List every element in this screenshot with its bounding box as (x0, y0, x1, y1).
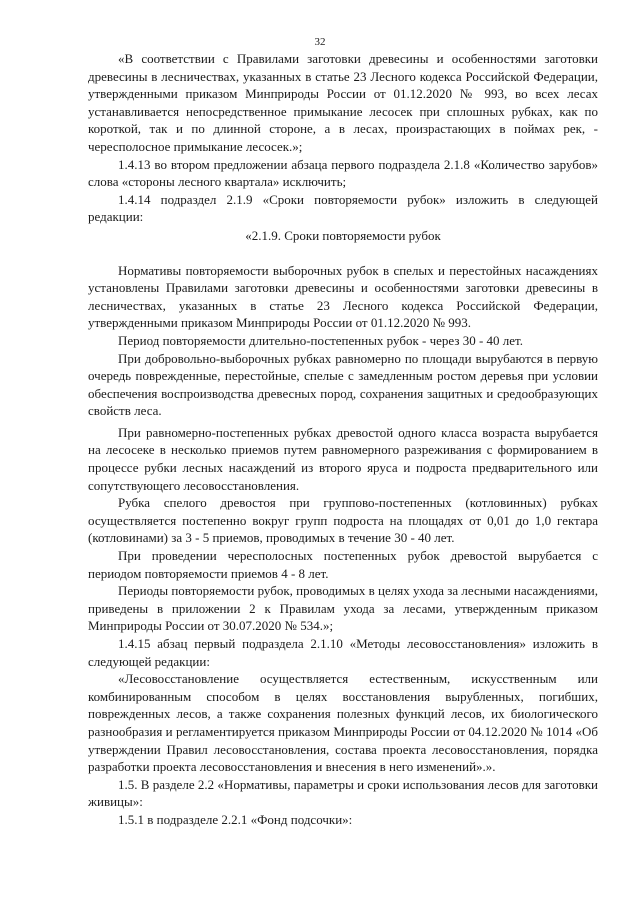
paragraph-1-4-15: 1.4.15 абзац первый подраздела 2.1.10 «Методы лесовосстановления» изложить в следующей редакции: (88, 636, 598, 669)
paragraph-quote-adjacency: «В соответствии с Правилами заготовки древесины и особенностями заготовки древесины в лесничествах, указанных в статье 23 Лесного кодекса Российской Федерации, утвержденными приказом Минприроды России от 01.12.2020 № 993, во всех лесах устанавливается непосредственное примыкание лесосек при сплошных рубках, как по короткой, так и по длинной стороне, а в лесах, произрастающих в поймах рек, - чересполосное примыкание лесосек.»; (88, 51, 598, 154)
paragraph-uniform-gradual: При равномерно-постепенных рубках древостой одного класса возраста вырубается на лесосеке в несколько приемов путем равномерного разреживания с формированием в процессе рубки лесных насаждений из второго яруса и подроста предварительного или сопутствующего лесовосстановления. (88, 424, 598, 493)
paragraph-strip-gradual: При проведении чересполосных постепенных рубок древостой вырубается с периодом повторяемости приемов 4 - 8 лет. (88, 548, 598, 581)
paragraph-group-gradual: Рубка спелого древостоя при группово-постепенных (котловинных) рубках осуществляется постепенно вокруг групп подроста на площадях от 0,01 до 1,0 гектара (котловинами) за 3 - 5 приемов, проводимых в течение 30 - 40 лет. (88, 495, 598, 546)
paragraph-reforestation-quote: «Лесовосстановление осуществляется естественным, искусственным или комбинированным способом в целях восстановления вырубленных, погибших, поврежденных лесов, а также сохранения полезных функций лесов, их биологического разнообразия и регламентируется приказом Минприроды России от 04.12.2020 № 1014 «Об утверждении Правил лесовосстановления, состава проекта лесовосстановления, порядка разработки проекта лесовосстановления и внесения в него изменений».». (88, 671, 598, 775)
paragraph-voluntary-selective: При добровольно-выборочных рубках равномерно по площади вырубаются в первую очередь поврежденные, перестойные, спелые с замедленным ростом деревья при условии обеспечения воспроизводства древесных пород, сохранения защитных и средообразующих свойств леса. (88, 350, 598, 419)
paragraph-1-5: 1.5. В разделе 2.2 «Нормативы, параметры и сроки использования лесов для заготовки живицы»: (88, 776, 598, 810)
paragraph-1-4-13: 1.4.13 во втором предложении абзаца первого подраздела 2.1.8 «Количество зарубов» слова «стороны лесного квартала» исключить; (88, 156, 598, 190)
section-title-2-1-9: «2.1.9. Сроки повторяемости рубок (245, 227, 441, 243)
paragraph-1-5-1: 1.5.1 в подразделе 2.2.1 «Фонд подсочки»: (118, 811, 353, 827)
document-body (88, 50, 598, 829)
paragraph-care-periods: Периоды повторяемости рубок, проводимых в целях ухода за лесными насаждениями, приведены в приложении 2 к Правилам ухода за лесами, утвержденным приказом Минприроды России от 30.07.2020 № 534.»; (88, 583, 598, 634)
page-number: 32 (314, 36, 326, 48)
paragraph-1-4-14: 1.4.14 подраздел 2.1.9 «Сроки повторяемости рубок» изложить в следующей редакции: (88, 191, 598, 225)
paragraph-selective-norms: Нормативы повторяемости выборочных рубок в спелых и перестойных насаждениях установлены Правилами заготовки древесины и особенностями заготовки древесины в лесничествах, указанных в статье 23 Лесного кодекса Российской Федерации, утвержденными приказом Минприроды России от 01.12.2020 № 993. (88, 262, 598, 331)
paragraph-long-gradual-period: Период повторяемости длительно-постепенных рубок - через 30 - 40 лет. (118, 332, 524, 348)
